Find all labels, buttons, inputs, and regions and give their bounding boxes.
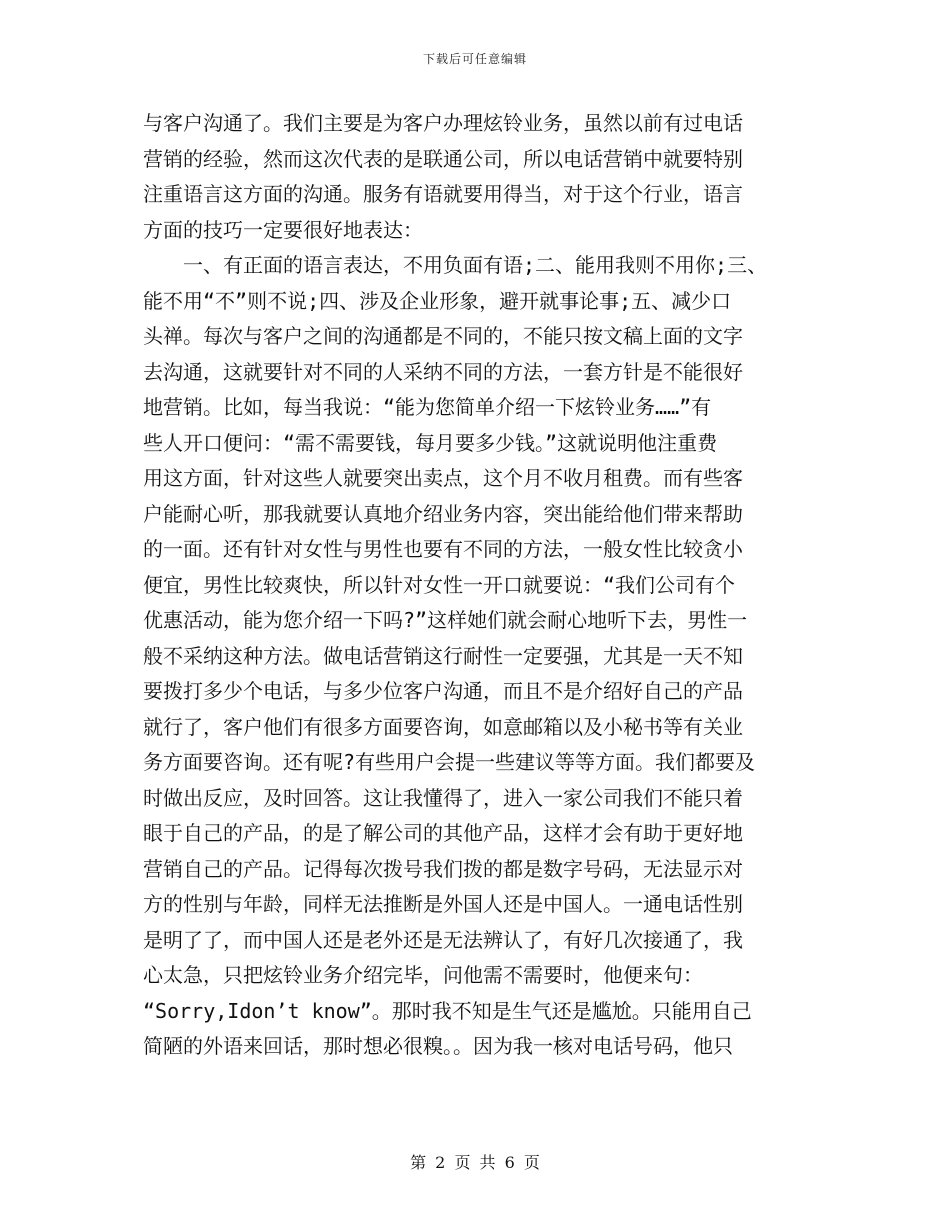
body-line: 简陋的外语来回话，那时想必很糗。。因为我一核对电话号码，他只 (143, 1034, 733, 1058)
body-line: 些人开口便问：“需不需要钱，每月要多少钱。”这就说明他注重费 (143, 430, 718, 455)
body-line: 方面的技巧一定要很好地表达： (143, 217, 423, 242)
body-line: 营销自己的产品。记得每次拨号我们拨的都是数字号码，无法显示对 (143, 856, 743, 881)
body-line: 般不采纳这种方法。做电话营销这行耐性一定要强，尤其是一天不知 (143, 643, 743, 668)
body-line: 的一面。还有针对女性与男性也要有不同的方法，一般女性比较贪小 (143, 537, 743, 561)
page-number-footer: 第 2 页 共 6 页 (410, 1153, 540, 1172)
body-line: 是明了了，而中国人还是老外还是无法辨认了，有好几次接通了，我 (143, 927, 743, 952)
body-line: 方的性别与年龄，同样无法推断是外国人还是中国人。一通电话性别 (143, 892, 743, 916)
body-line: 户能耐心听，那我就要认真地介绍业务内容，突出能给他们带来帮助 (143, 501, 743, 526)
body-line: 要拨打多少个电话，与多少位客户沟通，而且不是介绍好自己的产品 (143, 679, 743, 703)
body-line: 头禅。每次与客户之间的沟通都是不同的，不能只按文稿上面的文字 (143, 324, 743, 348)
body-line: 用这方面，针对这些人就要突出卖点，这个月不收月租费。而有些客 (143, 466, 743, 490)
body-line: 务方面要咨询。还有呢?有些用户会提一些建议等等方面。我们都要及 (143, 750, 756, 774)
body-line: 心太急，只把炫铃业务介绍完毕，问他需不需要时，他便来句： (143, 963, 703, 987)
body-line: “Sorry,Idon’t know”。那时我不知是生气还是尴尬。只能用自己 (143, 998, 752, 1023)
body-line: 时做出反应，及时回答。这让我懂得了，进入一家公司我们不能只着 (143, 785, 743, 810)
body-line: 便宜，男性比较爽快，所以针对女性一开口就要说：“我们公司有个 (143, 572, 736, 597)
body-line: 地营销。比如，每当我说：“能为您简单介绍一下炫铃业务……”有 (143, 395, 712, 419)
body-line: 能不用“不”则不说;四、涉及企业形象，避开就事论事;五、减少口 (143, 288, 732, 313)
body-line: 就行了，客户他们有很多方面要咨询，如意邮箱以及小秘书等有关业 (143, 714, 743, 739)
body-line: 优惠活动，能为您介绍一下吗?”这样她们就会耐心地听下去，男性一 (143, 608, 748, 632)
body-line: 与客户沟通了。我们主要是为客户办理炫铃业务，虽然以前有过电话 (143, 111, 743, 135)
body-line: 营销的经验，然而这次代表的是联通公司，所以电话营销中就要特别 (143, 146, 743, 171)
body-line: 一、有正面的语言表达，不用负面有语;二、能用我则不用你;三、 (143, 253, 768, 277)
body-line: 眼于自己的产品，的是了解公司的其他产品，这样才会有助于更好地 (143, 821, 743, 845)
body-line: 去沟通，这就要针对不同的人采纳不同的方法，一套方针是不能很好 (143, 359, 743, 384)
page-header-note: 下载后可任意编辑 (422, 52, 527, 66)
document-body (143, 106, 803, 1065)
body-line: 注重语言这方面的沟通。服务有语就要用得当，对于这个行业，语言 (143, 182, 743, 206)
